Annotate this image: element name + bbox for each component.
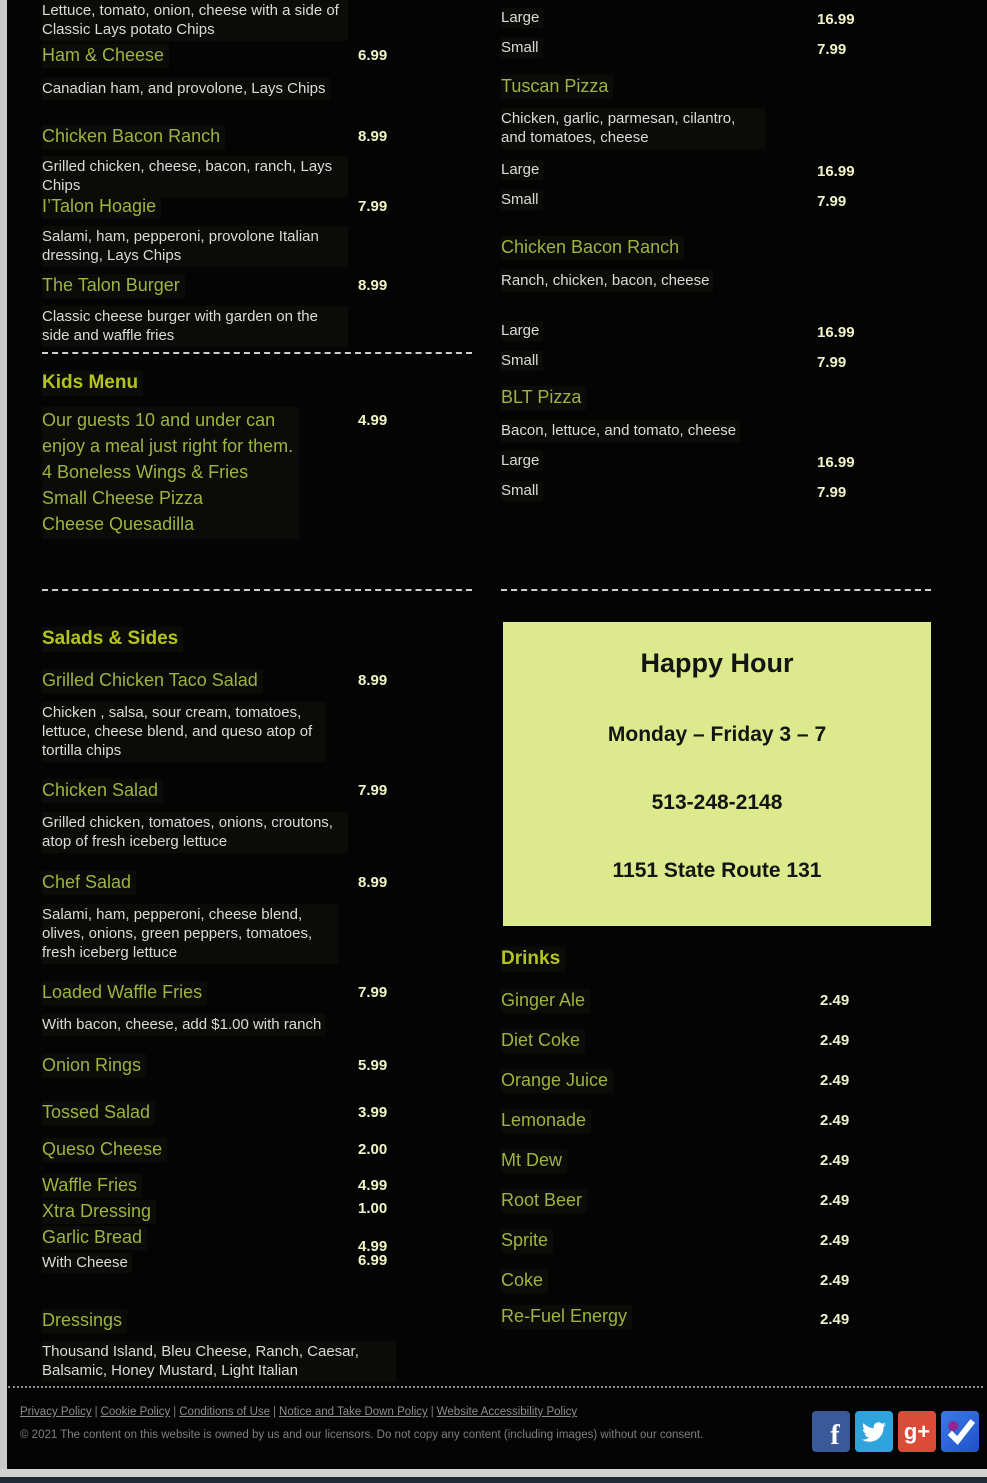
item-price: 8.99 [358,672,388,689]
kids-menu-line: Cheese Quesadilla [42,514,195,534]
item-name: Re-Fuel Energy [501,1305,632,1329]
item-name: Chicken Bacon Ranch [42,125,225,149]
cookie-policy-link[interactable]: Cookie Policy [100,1406,171,1418]
section-divider [42,352,472,354]
menu-item [501,1229,931,1253]
size-price: 16.99 [817,11,855,28]
item-price: 2.49 [820,1311,850,1328]
size-label: Small [501,481,543,501]
section-divider [42,589,472,591]
size-row [501,8,931,28]
item-price: 8.99 [358,277,388,294]
size-row [501,351,931,371]
size-price: 7.99 [817,41,847,58]
menu-item [42,274,472,298]
item-price: 8.99 [358,128,388,145]
item-price: 2.00 [358,1141,388,1158]
page-left-margin [0,0,7,1483]
size-label: Large [501,160,543,180]
item-desc: Classic cheese burger with garden on the side and waffle fries [42,306,348,347]
size-row [501,321,931,341]
menu-left-column [42,0,472,1483]
happy-hour-callout [503,622,931,926]
item-price: 6.99 [358,47,388,64]
size-label: Large [501,8,543,28]
item-name: Dressings [42,1309,127,1333]
item-desc: Canadian ham, and provolone, Lays Chips [42,78,330,100]
happy-hour-title: Happy Hour [640,648,794,678]
item-price: 4.99 [358,412,388,429]
menu-item [42,1200,472,1224]
size-row [501,481,931,501]
item-name: Orange Juice [501,1069,613,1093]
item-price: 2.49 [820,1152,850,1169]
item-price: 2.49 [820,992,850,1009]
item-price: 2.49 [820,1032,850,1049]
accessibility-policy-link[interactable]: Website Accessibility Policy [436,1406,578,1418]
menu-item [501,1305,931,1329]
size-row [501,451,931,471]
item-desc: Bacon, lettuce, and tomato, cheese [501,420,740,442]
kids-menu-line: Our guests 10 and under can [42,410,276,430]
footer-divider [8,1386,983,1388]
item-desc: Thousand Island, Bleu Cheese, Ranch, Caesar, Balsamic, Honey Mustard, Light Italian [42,1341,396,1382]
item-price: 6.99 [358,1252,388,1269]
item-desc: Salami, ham, pepperoni, provolone Italian dressing, Lays Chips [42,226,348,267]
size-row [501,160,931,180]
item-name: Queso Cheese [42,1138,167,1162]
menu-item [501,1149,931,1173]
item-price: 4.99 [358,1177,388,1194]
item-desc: Ranch, chicken, bacon, cheese [501,270,713,292]
footer-link-separator: | [273,1406,277,1418]
facebook-icon[interactable]: f [812,1411,850,1452]
menu-item [501,1269,931,1293]
section-heading: Salads & Sides [42,627,183,652]
item-name: I’Talon Hoagie [42,195,161,219]
kids-menu-line: Small Cheese Pizza [42,488,204,508]
menu-item [42,1174,472,1198]
menu-item [42,669,472,693]
footer-link-separator: | [94,1406,98,1418]
item-name: Tuscan Pizza [501,75,613,99]
happy-hour-phone: 513-248-2148 [651,791,783,814]
footer-link-separator: | [173,1406,177,1418]
item-price: 7.99 [358,984,388,1001]
menu-item [42,981,472,1005]
item-price: 8.99 [358,874,388,891]
social-icons [812,1411,979,1452]
twitter-bird-icon [862,1420,886,1444]
footer-policy-links [20,1406,577,1418]
item-desc: Lettuce, tomato, onion, cheese with a side of Classic Lays potato Chips [42,0,348,41]
menu-right-column [501,0,931,1483]
size-label: Small [501,351,543,371]
menu-item [42,1253,472,1273]
happy-hour-schedule: Monday – Friday 3 – 7 [607,723,827,746]
size-price: 7.99 [817,354,847,371]
footer-link-separator: | [430,1406,434,1418]
size-price: 7.99 [817,193,847,210]
item-name: Root Beer [501,1189,587,1213]
item-price: 2.49 [820,1192,850,1209]
item-name: Onion Rings [42,1054,146,1078]
privacy-policy-link[interactable]: Privacy Policy [20,1406,92,1418]
size-row [501,190,931,210]
item-desc: With bacon, cheese, add $1.00 with ranch [42,1014,325,1036]
notice-take-down-link[interactable]: Notice and Take Down Policy [279,1406,428,1418]
kids-menu-line: 4 Boneless Wings & Fries [42,462,249,482]
item-price: 5.99 [358,1057,388,1074]
item-price: 1.00 [358,1200,388,1217]
item-name: Mt Dew [501,1149,567,1173]
section-heading: Kids Menu [42,371,143,396]
size-label: Large [501,321,543,341]
size-price: 16.99 [817,454,855,471]
kids-menu-block [42,407,472,539]
google-plus-icon[interactable]: g+ [898,1411,936,1452]
size-label: Small [501,190,543,210]
menu-item [501,989,931,1013]
size-price: 16.99 [817,163,855,180]
item-name: The Talon Burger [42,274,185,298]
item-name: Tossed Salad [42,1101,155,1125]
menu-item [42,1226,472,1255]
item-price: 4.99 [358,1238,388,1255]
size-label: Small [501,38,543,58]
page-bottom-accent-bar [0,1477,987,1483]
item-name: Grilled Chicken Taco Salad [42,669,263,693]
item-name: Xtra Dressing [42,1200,156,1224]
menu-item [501,1029,931,1053]
item-name: Chicken Salad [42,779,163,803]
copyright-text: © 2021 The content on this website is owned by us and our licensors. Do not copy any content (including images) without our consent. [20,1429,704,1441]
size-price: 16.99 [817,324,855,341]
item-price: 7.99 [358,198,388,215]
menu-item [42,1054,472,1078]
item-name: Ginger Ale [501,989,590,1013]
item-name: Coke [501,1269,548,1293]
menu-item [42,871,472,895]
menu-item [501,1189,931,1213]
item-name: Sprite [501,1229,553,1253]
item-price: 2.49 [820,1232,850,1249]
menu-item [501,1109,931,1133]
menu-item [42,125,472,149]
size-label: Large [501,451,543,471]
item-name: Diet Coke [501,1029,585,1053]
foursquare-icon[interactable] [941,1411,979,1452]
item-price: 2.49 [820,1272,850,1289]
item-price: 2.49 [820,1112,850,1129]
item-name: Waffle Fries [42,1174,142,1198]
section-heading: Drinks [501,947,565,972]
menu-item [42,1101,472,1125]
size-row [501,38,931,58]
item-name: With Cheese [42,1253,132,1273]
size-price: 7.99 [817,484,847,501]
item-price: 3.99 [358,1104,388,1121]
twitter-icon[interactable] [855,1411,893,1452]
item-desc: Chicken, garlic, parmesan, cilantro, and tomatoes, cheese [501,108,765,149]
item-name: Lemonade [501,1109,591,1133]
item-desc: Salami, ham, pepperoni, cheese blend, olives, onions, green peppers, tomatoes, fresh iceberg lettuce [42,904,338,964]
conditions-of-use-link[interactable]: Conditions of Use [179,1406,271,1418]
item-name: Ham & Cheese [42,44,169,68]
kids-menu-line: enjoy a meal just right for them. [42,436,294,456]
menu-item [42,779,472,803]
item-name: BLT Pizza [501,386,586,410]
item-desc: Chicken , salsa, sour cream, tomatoes, lettuce, cheese blend, and queso atop of tortilla chips [42,702,326,762]
page-bottom-bar [0,1469,987,1477]
foursquare-check-icon [943,1414,977,1450]
happy-hour-address: 1151 State Route 131 [612,859,822,882]
menu-item [42,44,472,68]
menu-item [42,1138,472,1162]
item-price: 2.49 [820,1072,850,1089]
item-name: Garlic Bread [42,1226,147,1250]
menu-item [501,1069,931,1093]
item-desc: Grilled chicken, tomatoes, onions, croutons, atop of fresh iceberg lettuce [42,812,348,853]
item-name: Chef Salad [42,871,136,895]
section-divider [501,589,931,591]
item-name: Chicken Bacon Ranch [501,236,684,260]
menu-item [42,195,472,219]
item-price: 7.99 [358,782,388,799]
item-name: Loaded Waffle Fries [42,981,207,1005]
item-desc: Grilled chicken, cheese, bacon, ranch, Lays Chips [42,156,348,197]
